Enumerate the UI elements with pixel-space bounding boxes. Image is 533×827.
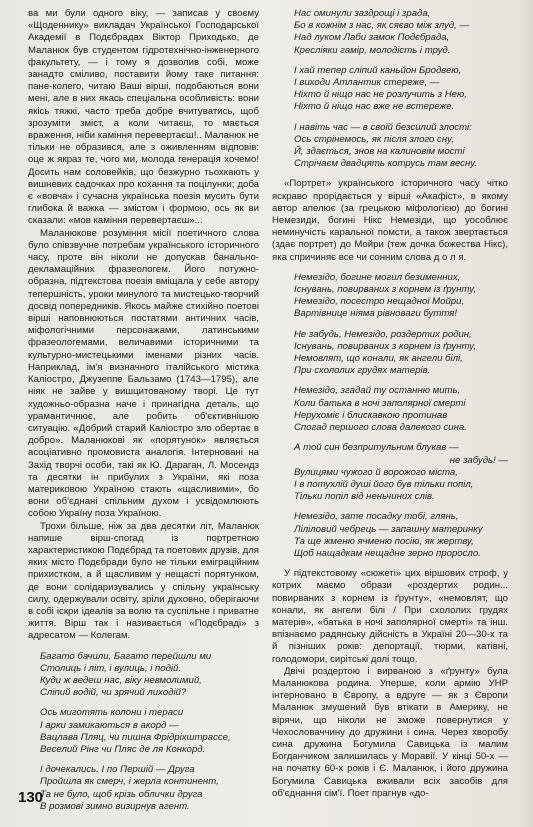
poem-line: Вулицями чужого й ворожого міста, bbox=[294, 466, 458, 478]
poem-stanza bbox=[294, 65, 508, 114]
poem-line: Та ще жменю ячменю посію, як жертву, bbox=[294, 535, 474, 547]
poem-line: Багато бачили. Багато перейшли ми bbox=[40, 650, 212, 662]
poem-line: Немезідо, посестро нещадної Мойри, bbox=[294, 296, 465, 308]
page-edge-shadow bbox=[519, 0, 533, 827]
poem-stanza bbox=[40, 764, 259, 813]
paragraph-6: Двічі роздертою і вирваною з «ґрунту» була Маланюкова родина. Уперше, коли армію УНР інтерновано в Європу, а вдруге — як з Європи Маланюк змушений був втікати в Америку, не вірячи, що ніколи не зможе повернутися у Чехословаччину до дружини і сина. Через хворобу сина дружина Богумила Савицька із малим Богданчиком залишилась у Моравії. У кінці 50-х — на початку 60-х років і Є. Маланюк, і його дружина Богумила Савицька вживали всіх засобів для об'єднання сім'ї. Поет прагнув «до- bbox=[272, 665, 508, 799]
poem-line: Вартівнице ніяма рівноваги буття! bbox=[294, 308, 458, 320]
poem-line: Над луком Лаби замок Подєбрада, bbox=[294, 32, 450, 44]
poem-line: не забудь! — bbox=[449, 454, 508, 466]
paragraph-1: ва ми були одного віку, — записав у своєму «Щоденнику» викладач Української Господарської Академії в Подєбрадах Віктор Приходько, де Маланюк був студентом гідротехнічно-інженерного факультету, — і тому я дозволив собі, може занадто сміливо, поставити йому таке питання: пане-колего, читаю Ваші вірші, подобаються вони мені, але в них якась спеціальна особливість: вони якісь тяжкі, часто треба добре вчитуватись, щоб зрозуміти зміст, а коли читаєш, то мається враження, ніби каміння перевертаєш!.. Маланюк не тільки не образився, але з оживленням відповів: оце ж якраз те, чого ми, молода генерація хочемо! Досить нам соловейків, що безжурно тьохкають у вишневих садочках про кохання та поцілунки; доба є «вовча» і сучасна українська поезія мусить бути глибока й важка — змістом і формою, ось як ви сказали: «мов каміння перевертаєш»... bbox=[28, 8, 259, 227]
poem-line: Тільки попіл від неньчиних слів. bbox=[294, 491, 435, 503]
poem-line: Кресліяки гамір, молодість і труд. bbox=[294, 44, 451, 56]
poem-line: Стрічаєм двадцять котрусь там весну. bbox=[294, 158, 478, 170]
poem-line: Бо в кожнім з нас, як сяєво між злуд, — bbox=[294, 20, 470, 32]
poem-line: Нерухоміє і блискавкою протинав bbox=[294, 409, 448, 421]
poem-line: А той син безпритульним блукав — bbox=[294, 442, 459, 454]
poem-line: Ніхто й ніщо нас вже не встереже. bbox=[294, 101, 455, 113]
page-number: 130 bbox=[18, 789, 44, 806]
poem-line: Веселий Рінг чи Пляс де ля Конкорд. bbox=[40, 743, 206, 755]
poem-line: Немезідо, богине могил безименних, bbox=[294, 271, 461, 283]
poem-line: І хай тепер сліпий каньйон Бродвею, bbox=[294, 64, 462, 76]
poem-line: Й, здається, знов на калиновім мості bbox=[294, 146, 465, 158]
poem-line: Пройшла як смерч, і жерла континент, bbox=[40, 776, 219, 788]
paragraph-4: «Портрет» українського історичного часу чітко яскраво прорідається у вірші «Акафіст», в якому автор апелює (за грецькою міфологією) до богині Немезиди, богині Нікс Немезіди, що уособлює неминучість каральної помсти, а також звертається (здає портрет) до Мойри (теж дочка божества Нікс), яка спричиняє все чи сонним слова д о л я. bbox=[272, 178, 508, 263]
poem-line: Ось миготять колони і тераси bbox=[40, 707, 184, 719]
poem-stanza bbox=[40, 651, 259, 700]
poem-stanza bbox=[294, 8, 508, 57]
right-column bbox=[272, 8, 508, 800]
poem-line: Коли батька в ночі заполярної смерті bbox=[294, 397, 466, 409]
poem-line: Ліліловий чебрець — запашну материнку bbox=[294, 523, 483, 535]
poem-line: Немезідо, згадай ту останню мить, bbox=[294, 385, 461, 397]
poem-line: Вацлава Пляц, чи пишна Фрідріхштрассе, bbox=[40, 731, 231, 743]
poem-line: При схололих грудях матерів. bbox=[294, 365, 431, 377]
poem-line: Ніхто й ніщо нас не розлучить з Нею, bbox=[294, 89, 467, 101]
left-column bbox=[28, 8, 259, 821]
poem-stanza bbox=[294, 122, 508, 171]
poem-line: Немовлят, що конали, як ангели білі, bbox=[294, 353, 463, 365]
poem-line: І арки замикаються в акорд — bbox=[40, 719, 179, 731]
poem-line: Сліпий водій, чи зрячий лиходій? bbox=[40, 687, 187, 699]
poem-stanza bbox=[294, 442, 508, 503]
poem-podebrady bbox=[28, 651, 259, 813]
poem-line: І в потухлій душі його був тільки попіл, bbox=[294, 478, 474, 490]
poem-line: Існувань, повирваних з корнем із ґрунту, bbox=[294, 340, 477, 352]
poem-line: Спогад першого слова далекого сина. bbox=[294, 422, 467, 434]
poem-line: Не забудь, Немезідо, роздертих родин, bbox=[294, 328, 472, 340]
poem-line: Та не було, щоб крізь облички друга bbox=[40, 788, 203, 800]
poem-line: І дочекались. І по Першій — Друга bbox=[40, 764, 195, 776]
poem-line: Нас оминули заздрощі і зрада, bbox=[294, 8, 431, 19]
paragraph-3: Трохи більше, ніж за два десятки літ, Маланюк напише вірш-спогад із портретною характеристикою Подєбрад та поетових друзів, для яких місто Подєбради було не тільки еміграційним прихистком, а й щасливим у нещасті порятунком, де вони солідаризувались у спільну українську силу, одержували освіту, зріли духовно, оберігаючи в собі іскри ідеалів за волю та суспільне і приватне життя. Вірш так і називається «Подєбраді» з адресатом — Колегам. bbox=[28, 520, 259, 642]
poem-line: І виходи Атлантик стереже, — bbox=[294, 77, 440, 89]
poem-line: В розмові зимно визирнув агент. bbox=[40, 800, 190, 812]
poem-stanza bbox=[294, 272, 508, 321]
poem-line: Щоб нащадкам нещадне зерно проросло. bbox=[294, 547, 481, 559]
poem-line: Ось стрінемось, як після злого сну, bbox=[294, 133, 454, 145]
poem-stanza bbox=[294, 511, 508, 560]
poem-line: Існувань, повирваних з корнем із ґрунту, bbox=[294, 284, 477, 296]
poem-line: І навіть час — в своїй безсилий злості: bbox=[294, 121, 472, 133]
paragraph-5: У підтекстовому «сюжеті» цих віршових строф, у котрих маємо образи «роздертих родин... повирваних з корнем із ґрунту», «немовлят, що конали, як ангели білі / При схололих грудях матерів», «батька в ночі заполярної смерті» та інш. впізнаємо радянську дійсність в Україні 20—30-х та й пізніших років: депортації, тюрми, катівні, голодомори, сирітські долі тощо. bbox=[272, 568, 508, 665]
poem-stanza bbox=[294, 385, 508, 434]
poem-line: Немезідо, зате посадку тобі, глянь, bbox=[294, 511, 459, 523]
poem-line: Куди ж ведеш нас, віку невмолимий, bbox=[40, 674, 202, 686]
poem-line: Столиць і літ, і вулиць, і подій. bbox=[40, 662, 182, 674]
poem-stanza bbox=[40, 707, 259, 756]
poem-stanza bbox=[294, 329, 508, 378]
poem-podebrady-continued bbox=[272, 8, 508, 170]
paragraph-2: Маланюкове розуміння місії поетичного слова було співзвучне потребам українського історичного часу, проте він ніколи не допускав банально-декламаційних фразеологем. Його потужно-образна, підтекстова поезія вміщала у себе автору тепершність, уроки минулого та мистецько-творчий досвід попередників. Якось майже стихійно поетові вірші наповнюються постатями античних часів, міфологічними персонажами, латинськими фразеологемами, величавими історичними та культурно-мистецькими іменами різних часів. Наприклад, ім'я визначного італійського містика Каліостро, Джузеппе Бальзамо (1743—1795), але ніяк не зайве у вишцитованому творі. Це тут художньо-образна наче і принагідна деталь, що урамантичнює, але робить об'єктивнішою ситуацію. «Добрий старий Калiостро зло обертає в добро». Маланюкові як «порятунок» являється асоціативно промовиста аналогія. Інтерновані на Захід творчі особи, такі як Ю. Дараган, Л. Мосендз та десятки ін прибулих з України, які поза материковою Україною стають «щасливими», бо вони об'єднані спільним духом і усвідомлюють собою Україну поза Україною. bbox=[28, 227, 259, 520]
poem-akafist bbox=[272, 272, 508, 560]
